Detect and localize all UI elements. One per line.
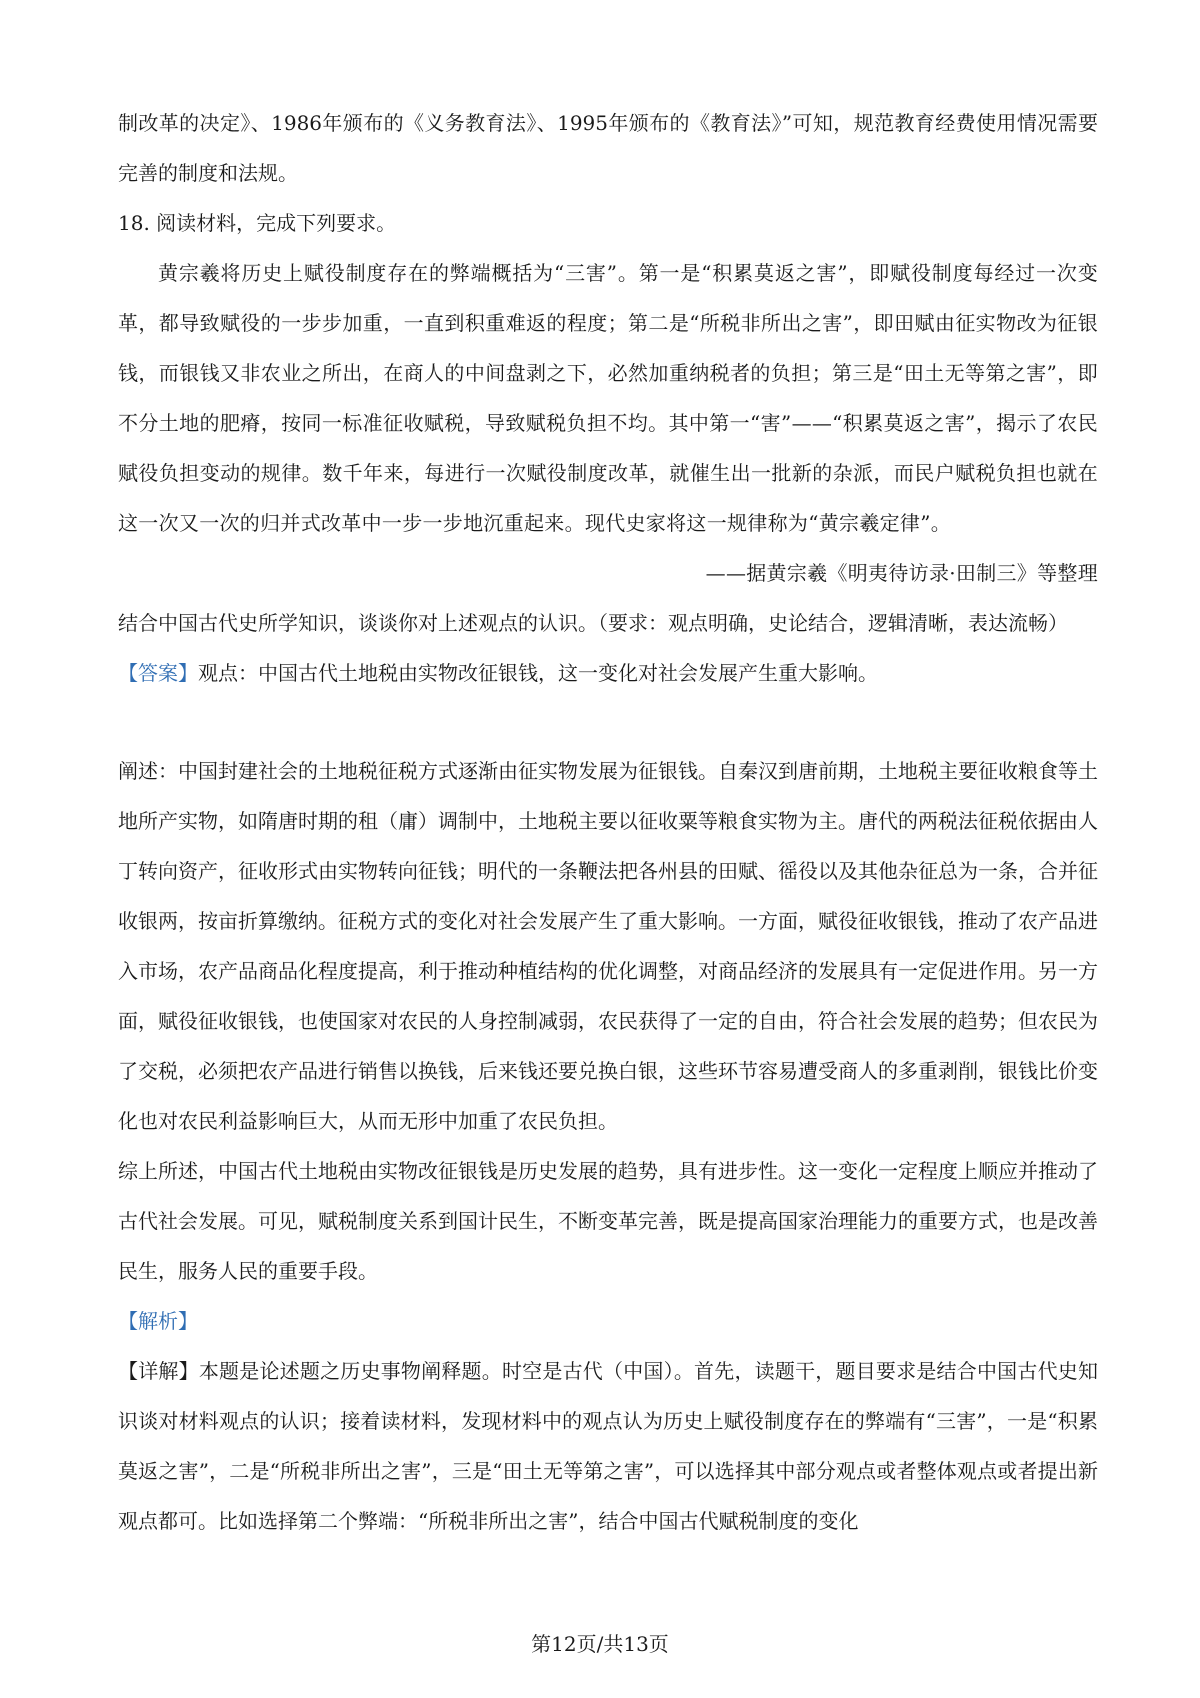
question-material: 黄宗羲将历史上赋役制度存在的弊端概括为“三害”。第一是“积累莫返之害”，即赋役制度每经过一次变革，都导致赋役的一步步加重，一直到积重难返的程度；第二是“所税非所出之害”，即田赋由征实物改为征银钱，而银钱又非农业之所出，在商人的中间盘剥之下，必然加重纳税者的负担；第三是“田土无等第之害”，即不分土地的肥瘠，按同一标准征收赋税，导致赋税负担不均。其中第一“害”——“积累莫返之害”，揭示了农民赋役负担变动的规律。数千年来，每进行一次赋役制度改革，就催生出一批新的杂派，而民户赋税负担也就在这一次又一次的归并式改革中一步一步地沉重起来。现代史家将这一规律称为“黄宗羲定律”。 (118, 261, 1098, 535)
question-heading: 18. 阅读材料，完成下列要求。 (118, 211, 397, 235)
blank-gap (118, 698, 1098, 746)
page-content (118, 98, 1098, 1546)
answer-conclusion: 综上所述，中国古代土地税由实物改征银钱是历史发展的趋势，具有进步性。这一变化一定程度上顺应并推动了古代社会发展。可见，赋税制度关系到国计民生，不断变革完善，既是提高国家治理能力的重要方式，也是改善民生，服务人民的重要手段。 (118, 1159, 1098, 1283)
continued-answer-text: 制改革的决定》、1986年颁布的《义务教育法》、1995年颁布的《教育法》”可知，规范教育经费使用情况需要完善的制度和法规。 (118, 111, 1098, 185)
analysis-detail: 本题是论述题之历史事物阐释题。时空是古代（中国）。首先，读题干，题目要求是结合中国古代史知识谈对材料观点的认识；接着读材料，发现材料中的观点认为历史上赋役制度存在的弊端有“三害”，一是“积累莫返之害”，二是“所税非所出之害”，三是“田土无等第之害”，可以选择其中部分观点或者整体观点或者提出新观点都可。比如选择第二个弊端：“所税非所出之害”，结合中国古代赋税制度的变化 (118, 1359, 1099, 1533)
question-requirement: 结合中国古代史所学知识，谈谈你对上述观点的认识。（要求：观点明确，史论结合，逻辑清晰，表达流畅） (118, 611, 1068, 635)
detail-tag: 【详解】 (118, 1359, 199, 1383)
answer-elaboration: 阐述：中国封建社会的土地税征税方式逐渐由征实物发展为征银钱。自秦汉到唐前期，土地税主要征收粮食等土地所产实物，如隋唐时期的租（庸）调制中，土地税主要以征收粟等粮食实物为主。唐代的两税法征税依据由人丁转向资产，征收形式由实物转向征钱；明代的一条鞭法把各州县的田赋、徭役以及其他杂征总为一条，合并征收银两，按亩折算缴纳。征税方式的变化对社会发展产生了重大影响。一方面，赋役征收银钱，推动了农产品进入市场，农产品商品化程度提高，利于推动种植结构的优化调整，对商品经济的发展具有一定促进作用。另一方面，赋役征收银钱，也使国家对农民的人身控制减弱，农民获得了一定的自由，符合社会发展的趋势；但农民为了交税，必须把农产品进行销售以换钱，后来钱还要兑换白银，这些环节容易遭受商人的多重剥削，银钱比价变化也对农民利益影响巨大，从而无形中加重了农民负担。 (118, 759, 1098, 1133)
analysis-heading (118, 1296, 1098, 1346)
answer-tag: 【答案】 (118, 661, 198, 685)
material-source: ——据黄宗羲《明夷待访录·田制三》等整理 (705, 561, 1098, 585)
analysis-detail-line (118, 1346, 1098, 1546)
page-number: 第12页/共13页 (531, 1632, 669, 1656)
answer-viewpoint: 观点：中国古代土地税由实物改征银钱，这一变化对社会发展产生重大影响。 (198, 661, 878, 685)
answer-viewpoint-line (118, 648, 1098, 698)
analysis-tag: 【解析】 (118, 1309, 198, 1333)
